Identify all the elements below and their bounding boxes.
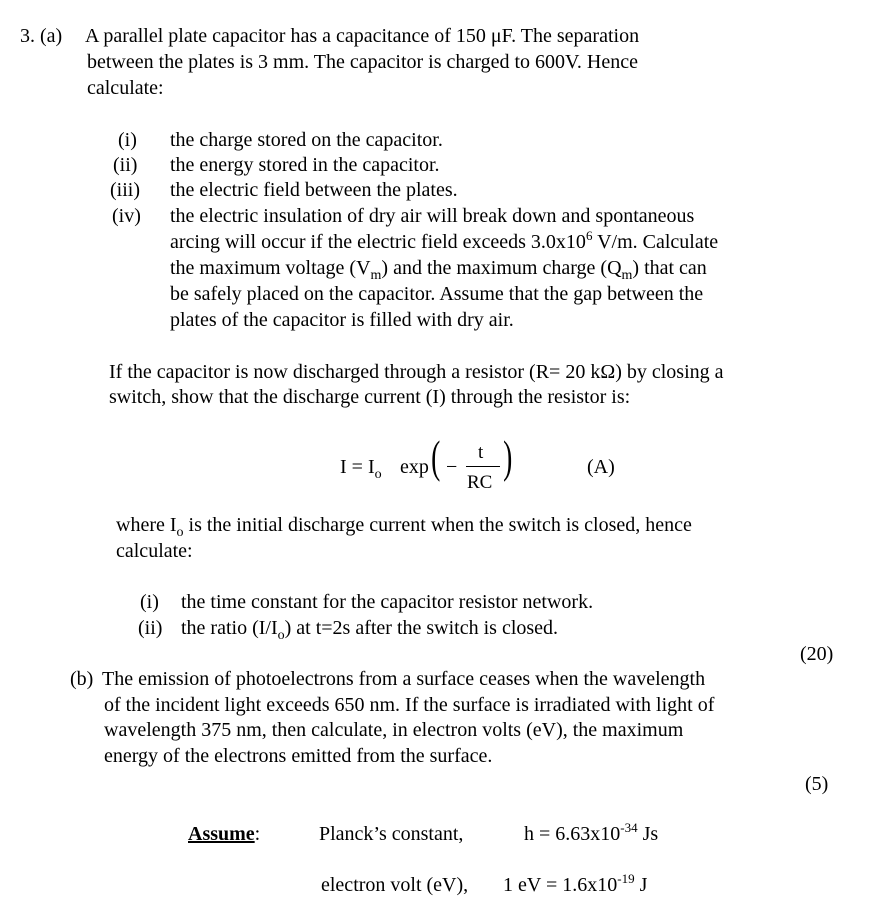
fraction-bar (466, 466, 500, 467)
equation-func: exp (400, 456, 429, 478)
item-iv-line-5: plates of the capacitor is filled with dry air. (170, 309, 514, 331)
item-iv-line-4: be safely placed on the capacitor. Assume that the gap between the (170, 283, 704, 305)
part-b-line-4: energy of the electrons emitted from the surface. (104, 745, 493, 767)
sub-item-label-i: (i) (140, 591, 159, 613)
sub-item-text-i: the time constant for the capacitor resistor network. (181, 591, 594, 613)
discharge-equation (340, 431, 540, 500)
item-text-ii: the energy stored in the capacitor. (170, 154, 440, 176)
where-line-1: where $I_o$ is the initial discharge current when the switch is closed, hence (116, 514, 692, 540)
equation-minus: − (446, 456, 458, 478)
part-b-label: (b) (70, 668, 94, 690)
item-text-i: the charge stored on the capacitor. (170, 129, 443, 151)
item-label-ii: (ii) (113, 154, 138, 176)
intro-line-2: between the plates is 3 mm. The capacitor is charged to 600V. Hence (87, 51, 638, 73)
part-b-line-2: of the incident light exceeds 650 nm. If the surface is irradiated with light of (104, 694, 715, 716)
item-text-iii: the electric field between the plates. (170, 179, 458, 201)
left-paren-icon: ( (431, 431, 441, 482)
part-b-line-3: wavelength 375 nm, then calculate, in electron volts (eV), the maximum (104, 719, 684, 741)
intro-line-3: calculate: (87, 77, 164, 99)
ev-name: electron volt (eV), (321, 874, 469, 896)
item-label-iii: (iii) (110, 179, 140, 201)
item-label-i: (i) (118, 129, 137, 151)
planck-name: Planck’s constant, (319, 823, 464, 845)
sub-item-label-ii: (ii) (138, 617, 163, 639)
planck-value: $h = 6.63x10^{-34}$ Js (524, 820, 659, 845)
intro-line-1: A parallel plate capacitor has a capacitance of 150 μF. The separation (85, 25, 640, 47)
marks-a: (20) (800, 643, 834, 665)
right-paren-icon: ) (503, 431, 513, 482)
item-iv-line-2: arcing will occur if the electric field exceeds $3.0x10^6$ V/m. Calculate (170, 228, 719, 253)
question-number: 3. (a) (20, 25, 63, 47)
discharge-line-2: switch, show that the discharge current (I) through the resistor is: (109, 386, 631, 408)
item-iv-line-1: the electric insulation of dry air will break down and spontaneous (170, 205, 695, 227)
ev-value: 1 eV = $1.6x10^{-19}$ J (503, 871, 648, 896)
item-label-iv: (iv) (112, 205, 141, 227)
discharge-line-1: If the capacitor is now discharged through a resistor (R= 20 kΩ) by closing a (109, 361, 724, 383)
where-line-2: calculate: (116, 540, 193, 562)
assume-heading: Assume: (188, 823, 261, 845)
item-iv-line-3: the maximum voltage $(V_m)$ and the maximum charge $(Q_m)$ that can (170, 257, 707, 283)
sub-item-text-ii: the ratio $(I/I_o)$ at t=2s after the switch is closed. (181, 617, 559, 643)
equation-lhs: $I = I_o$ (340, 456, 382, 482)
equation-label: (A) (587, 456, 615, 478)
equation-numerator: t (478, 442, 484, 463)
marks-b: (5) (805, 773, 829, 795)
part-b-line-1: The emission of photoelectrons from a surface ceases when the wavelength (102, 668, 706, 690)
equation-denominator: RC (467, 472, 493, 493)
